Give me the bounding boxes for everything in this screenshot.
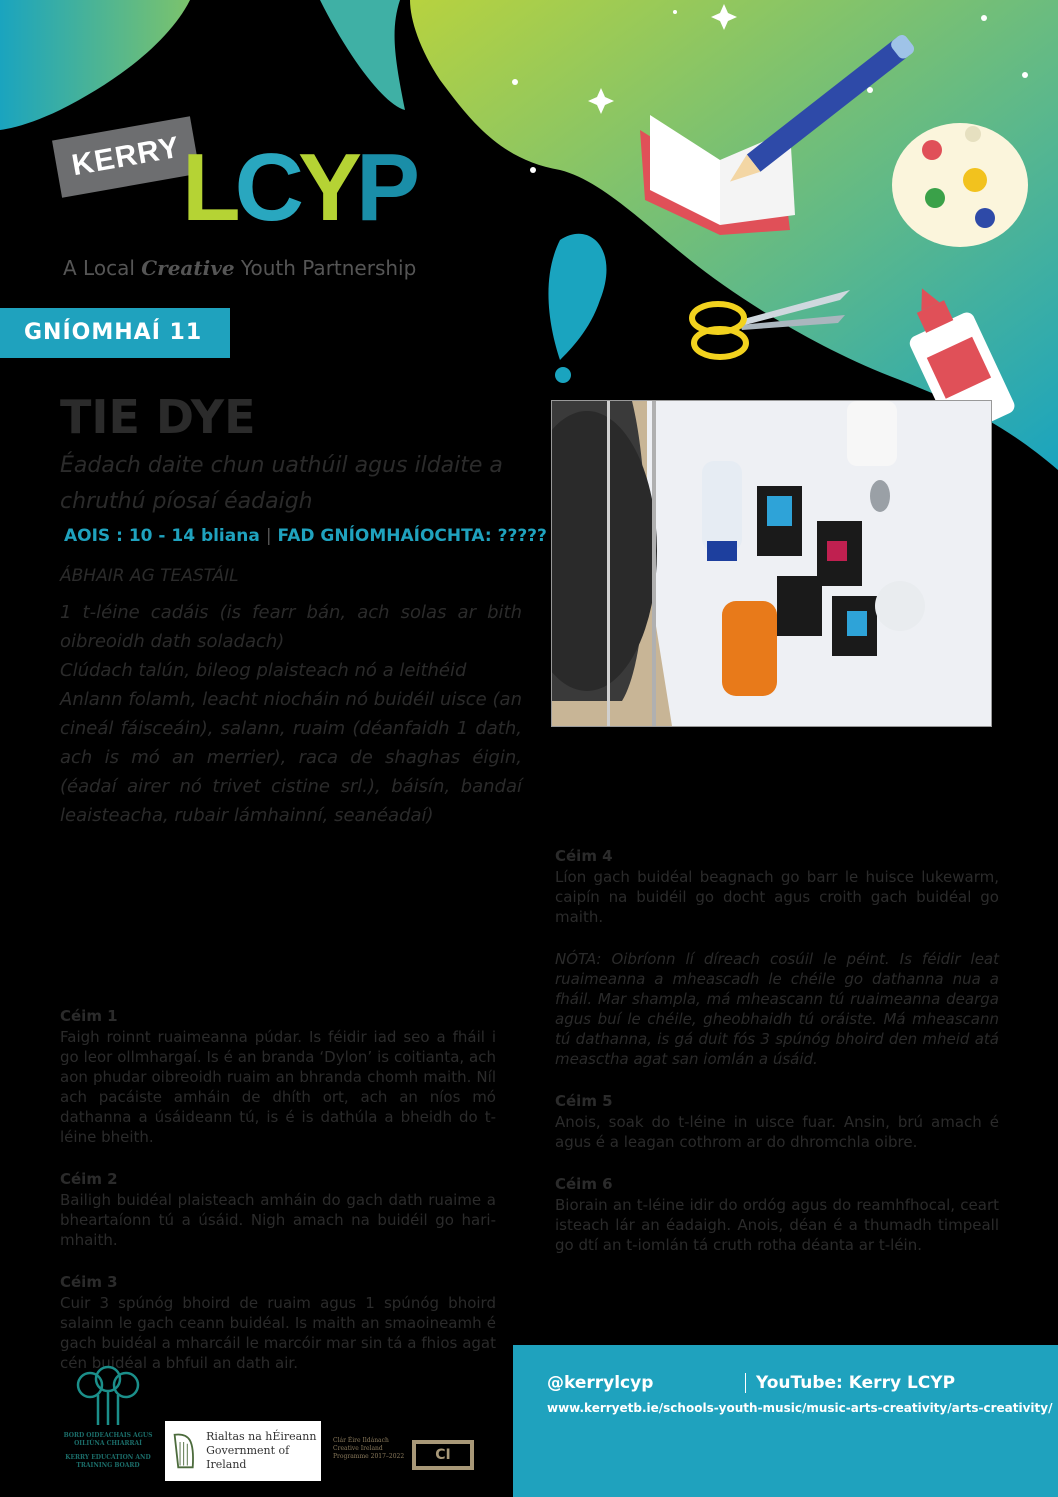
tagline-post: Youth Partnership xyxy=(240,256,417,280)
step-text: Biorain an t-léine idir do ordóg agus do reamhfhocal, ceart isteach lár an éadaigh. Anois, déan é a thumadh timpeall go dtí an t-iomlán tá cruth rotha déanta ar t-léin. xyxy=(555,1196,999,1254)
activity-label: GNÍOMHAÍ 11 xyxy=(0,308,230,358)
step-heading: Céim 1 xyxy=(60,1007,118,1025)
page-subtitle: Éadach daite chun uathúil agus ildaite a chruthú píosaí éadaigh xyxy=(60,453,503,514)
list-item: Clúdach talún, bileog plaisteach nó a leithéid xyxy=(60,660,467,681)
separator: | xyxy=(265,526,272,546)
website-link[interactable]: www.kerryetb.ie/schools-youth-music/music-arts-creativity/arts-creativity/ xyxy=(547,1401,1053,1415)
step-heading: Céim 4 xyxy=(555,847,613,865)
list-item: Anlann folamh, leacht niocháin nó buidéil uisce (an cineál fáisceáin), salann, ruaim (déanfaidh 1 dath, ach is mó an merrier), raca de shaghas éigin, (éadaí airer nó trivet cistine srl.), báisín, bandaí leaisteacha, rubair lámhainní, seanéadaí) xyxy=(60,689,522,826)
creative-ireland-logo: CI xyxy=(412,1440,474,1470)
palette-icon xyxy=(892,123,1028,247)
gov-irish-text: Rialtas na hÉireann xyxy=(206,1430,317,1443)
step-text: Líon gach buidéal beagnach go barr le huisce lukewarm, caipín na buidéil go docht agus croith gach buidéal go maith. xyxy=(555,868,999,926)
social-handle-link[interactable]: @kerrylcyp xyxy=(547,1373,654,1393)
step-text: Bailigh buidéal plaisteach amháin do gach dath ruaime a bheartaíonn tú a úsáid. Nigh amach na buidéil go hari-mhaith. xyxy=(60,1191,496,1249)
etb-english-text: KERRY EDUCATION AND TRAINING BOARD xyxy=(65,1454,151,1469)
kerry-logo-tag: KERRY xyxy=(52,116,200,197)
page-title: TIE DYE xyxy=(60,390,256,444)
materials-photo xyxy=(551,400,992,727)
gov-english-text: Government of Ireland xyxy=(206,1444,290,1471)
step-text: Cuir 3 spúnóg bhoird de ruaim agus 1 spúnóg bhoird salainn le gach ceann buidéal. Is maith an smaoineamh é gach buidéal a mharcáil le marcóir mar sin tá a fhios agat cén buidéal a bhfuil an dath air. xyxy=(60,1294,496,1372)
etb-irish-text: BORD OIDEACHAIS AGUS OILIÚNA CHIARRAÍ xyxy=(63,1432,153,1447)
list-item: 1 t-léine cadáis (is fearr bán, ach solas ar bith oibreoidh dath soladach) xyxy=(60,602,522,652)
logo-letter: C xyxy=(234,134,298,241)
step-text: Faigh roinnt ruaimeanna púdar. Is féidir iad seo a fháil i go leor ollmhargaí. Is é an branda ‘Dylon’ is coitianta, ach aon phudar oibreoidh ruaim an bhranda chomh maith. Níl ach pacáiste amháin de dhíth ort, ach an níos mó dathanna a úsáideann tú, is é is dathúla a bheidh do t-léine bheith. xyxy=(60,1028,496,1146)
logo-letter: L xyxy=(182,134,235,241)
steps-left-column xyxy=(60,1006,496,1395)
note-text: NÓTA: Oibríonn lí díreach cosúil le péint. Is féidir leat ruaimeanna a mheascadh le chéile go dathanna nua a fháil. Mar shampla, má mheascann tú ruaimeanna dearga agus buí le chéile, gheobhaidh tú oráiste. Má mheascann tú dathanna, is gá duit fós 3 spúnóg bhoird den mheid atá measctha agat san iomlán a úsáid. xyxy=(555,950,999,1068)
tagline xyxy=(63,256,416,280)
logo-letter: Y xyxy=(297,134,356,241)
duration-label: FAD GNÍOMHAÍOCHTA: ????? xyxy=(277,526,547,546)
materials-list xyxy=(60,598,522,830)
government-logo xyxy=(165,1421,321,1481)
tree-icon xyxy=(58,1365,158,1427)
footer-bar xyxy=(513,1345,1058,1497)
youtube-link[interactable]: YouTube: Kerry LCYP xyxy=(745,1373,955,1393)
step-heading: Céim 2 xyxy=(60,1170,118,1188)
logo-letter: P xyxy=(356,134,415,241)
tagline-emphasis: Creative xyxy=(141,256,235,280)
age-duration-line xyxy=(64,526,547,546)
steps-right-column xyxy=(555,846,999,1277)
age-label: AOIS : 10 - 14 bliana xyxy=(64,526,260,546)
lcyp-logo xyxy=(182,134,415,241)
materials-heading: ÁBHAIR AG TEASTÁIL xyxy=(60,566,239,586)
creative-ireland-text: Clár Éire Ildánach Creative Ireland Programme 2017–2022 xyxy=(333,1437,405,1460)
harp-icon xyxy=(171,1429,198,1473)
kerry-etb-logo xyxy=(58,1365,158,1485)
step-text: Anois, soak do t-léine in uisce fuar. Ansin, brú amach é agus é a leagan cothrom ar do dhromchla oibre. xyxy=(555,1113,999,1151)
step-heading: Céim 5 xyxy=(555,1092,613,1110)
tagline-pre: A Local xyxy=(63,256,135,280)
step-heading: Céim 6 xyxy=(555,1175,613,1193)
step-heading: Céim 3 xyxy=(60,1273,118,1291)
